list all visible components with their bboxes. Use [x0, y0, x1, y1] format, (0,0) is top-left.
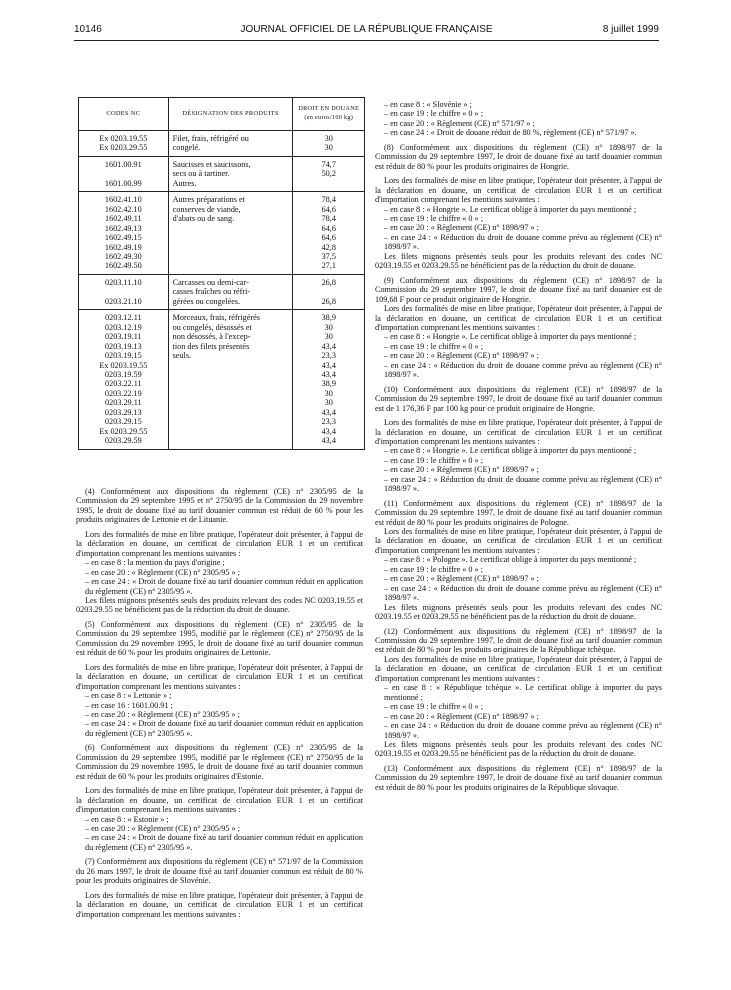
cell-line: 1602.41.10: [104, 195, 142, 205]
cell-line: 23,3: [321, 351, 336, 361]
list-item: – en case 24 : « Droit de douane réduit de 80 %, règlement (CE) n° 571/97 ».: [384, 128, 637, 138]
cell-line: [83, 287, 164, 296]
list-item: – en case 24 : « Droit de douane fixé au tarif douanier commun réduit en application du règlement (CE) n° 2305/95 ».: [85, 577, 363, 596]
cell-line: Autres.: [172, 178, 197, 188]
cell-line: 43,4: [321, 360, 336, 370]
cell-line: 0203.19.11: [105, 332, 142, 342]
table-body: [79, 131, 365, 450]
list-item: – en case 20 : « Règlement (CE) n° 2305/95 » ;: [85, 709, 240, 719]
cell-line: [297, 287, 360, 296]
cell-line: 0203.12.19: [104, 322, 142, 332]
paragraph: Lors des formalités de mise en libre pratique, l'opérateur doit présenter, à l'appui de la déclaration en douane, un certificat de circulation EUR 1 et un certificat d'importation comprenant les mentions suivantes :: [375, 654, 662, 683]
cell-line: 0203.29.15: [104, 417, 142, 427]
table-row: [79, 156, 365, 191]
paragraph: (5) Conformément aux dispositions du règlement (CE) n° 2305/95 de la Commission du 29 septembre 1995, modifié par le règlement (CE) n° 2750/95 de la Commission du 29 novembre 1995, le droit de douane fixé au tarif douanier commun est réduit de 60 % pour les produits originaires de Lettonie.: [76, 619, 363, 658]
cell-line: Autres préparations et: [172, 195, 245, 205]
cell-line: 26,8: [321, 277, 336, 287]
cell-line: 0203.29.13: [104, 407, 142, 417]
list-item: – en case 20 : « Règlement (CE) n° 1898/97 » ;: [384, 465, 539, 475]
list-item: – en case 8 : « Hongrie ». Le certificat oblige à importer du pays mentionné ;: [384, 446, 637, 456]
journal-title: JOURNAL OFFICIEL DE LA RÉPUBLIQUE FRANÇAISE: [240, 24, 493, 35]
cell-line: 37,5: [321, 251, 336, 261]
cell-line: 30: [324, 398, 333, 408]
cell-line: 30: [324, 322, 333, 332]
paragraph: Lors des formalités de mise en libre pratique, l'opérateur doit présenter, à l'appui de la déclaration en douane, un certificat de circulation EUR 1 et un certificat d'importation comprenant les mentions suivantes :: [76, 786, 363, 815]
header-duty-unit: (en euros/100 kg): [304, 114, 354, 121]
cell-line: conserves de viande,: [172, 204, 241, 214]
paragraph: Lors des formalités de mise en libre pratique, l'opérateur doit présenter, à l'appui de la déclaration en douane, un certificat de circulation EUR 1 et un certificat d'importation comprenant les mentions suivantes :: [76, 662, 363, 691]
right-column: [375, 100, 662, 792]
cell-line: Ex 0203.19.55: [99, 134, 148, 143]
list-item: – en case 20 : « Règlement (CE) n° 2305/95 » ;: [85, 823, 240, 833]
cell-line: Ex 0203.29.55: [99, 426, 148, 436]
cell-line: 42,8: [321, 242, 336, 252]
tariff-table: [78, 97, 365, 450]
list-item: – en case 19 : le chiffre « 0 » ;: [384, 455, 483, 465]
cell-line: seuls.: [172, 351, 192, 361]
list-item: – en case 20 : « Règlement (CE) n° 1898/97 » ;: [384, 223, 539, 233]
cell-line: 38,9: [321, 379, 336, 389]
cell-line: 0203.19.59: [104, 369, 142, 379]
cell-codes: [79, 310, 169, 449]
cell-line: 30: [324, 134, 333, 143]
cell-line: 78,4: [321, 195, 336, 205]
list-item: – en case 24 : « Réduction du droit de douane comme prévu au règlement (CE) n° 1898/97 ».: [384, 583, 662, 603]
cell-line: 1602.49.19: [104, 242, 142, 252]
list-item: – en case 24 : « Réduction du droit de douane comme prévu au règlement (CE) n° 1898/97 ».: [384, 474, 662, 494]
cell-line: 0203.19.13: [104, 341, 142, 351]
cell-line: 78,4: [321, 214, 336, 224]
list-item: – en case 20 : « Règlement (CE) n° 1898/97 » ;: [384, 711, 539, 721]
cell-line: Ex 0203.19.55: [99, 360, 148, 370]
header-duty-label: DROIT EN DOUANE: [298, 104, 360, 112]
list-item: – en case 19 : le chiffre « 0 » ;: [384, 341, 483, 351]
list-item: – en case 8 : « République tchèque ». Le certificat oblige à importer du pays mentionné ;: [384, 683, 662, 702]
cell-line: 30: [324, 143, 333, 153]
paragraph: (12) Conformément aux dispositions du règlement (CE) n° 1898/97 de la Commission du 29 septembre 1997, le droit de douane fixé au tarif douanier commun est réduit de 80 % pour les produits originaires de la République tchèque.: [375, 626, 662, 655]
paragraph: (11) Conformément aux dispositions du règlement (CE) n° 1898/97 de la Commission du 29 septembre 1997, le droit de douane fixé au tarif douanier commun est réduit de 80 % pour les produits originaires de Pologne.: [375, 498, 662, 527]
cell-designation: [168, 131, 293, 157]
list-item: – en case 19 : le chiffre « 0 » ;: [384, 564, 483, 574]
list-item: – en case 8 : « Hongrie ». Le certificat oblige à importer du pays mentionné ;: [384, 332, 637, 342]
cell-duty: [293, 310, 365, 449]
cell-duty: [293, 156, 365, 191]
cell-line: 30: [324, 388, 333, 398]
cell-line: 43,4: [321, 369, 336, 379]
header-designation: DÉSIGNATION DES PRODUITS: [168, 98, 293, 131]
paragraph: Lors des formalités de mise en libre pratique, l'opérateur doit présenter, à l'appui de la déclaration en douane, un certificat de circulation EUR 1 et un certificat d'importation comprenant les mentions suivantes :: [76, 529, 363, 558]
cell-codes: [79, 156, 169, 191]
cell-line: casses fraîches ou réfri-: [172, 287, 251, 297]
list-item: – en case 20 : « Règlement (CE) n° 1898/97 » ;: [384, 351, 539, 361]
cell-line: 0203.11.10: [105, 277, 142, 287]
cell-line: congelé.: [172, 143, 201, 153]
cell-duty: [293, 131, 365, 157]
cell-line: ou congelés, désossés et: [172, 322, 252, 332]
cell-line: secs ou à tartiner.: [172, 169, 230, 179]
paragraph: Lors des formalités de mise en libre pratique, l'opérateur doit présenter, à l'appui de la déclaration en douane, un certificat de circulation EUR 1 et un certificat d'importation comprenant les mentions suivantes :: [375, 527, 662, 555]
list-item: – en case 24 : « Droit de douane fixé au tarif douanier commun réduit en application du règlement (CE) n° 2305/95 ».: [85, 719, 363, 738]
header-codes: CODES NC: [79, 98, 169, 131]
cell-line: 26,8: [321, 296, 336, 306]
cell-line: tion des filets présentés: [172, 341, 250, 351]
issue-date: 8 juillet 1999: [602, 24, 659, 35]
cell-line: Ex 0203.29.55: [99, 143, 148, 153]
cell-line: 0203.21.10: [104, 296, 142, 306]
cell-line: 23,3: [321, 417, 336, 427]
list-item: – en case 19 : le chiffre « 0 » ;: [384, 702, 483, 712]
cell-line: 0203.22.19: [104, 388, 142, 398]
list-item: – en case 24 : « Réduction du droit de douane comme prévu au règlement (CE) n° 1898/97 ».: [384, 232, 662, 252]
header-duty: [293, 98, 365, 131]
paragraph: (6) Conformément aux dispositions du règlement (CE) n° 2305/95 de la Commission du 29 septembre 1995, modifié par le règlement (CE) n° 2750/95 de la Commission du 29 novembre 1995, le droit de douane fixé au tarif douanier commun est réduit de 60 % pour les produits originaires d'Estonie.: [76, 743, 363, 781]
cell-codes: [79, 274, 169, 309]
list-item: – en case 24 : « Réduction du droit de douane comme prévu au règlement (CE) n° 1898/97 ».: [384, 721, 662, 740]
paragraph: (10) Conformément aux dispositions du règlement (CE) n° 1898/97 de la Commission du 29 septembre 1997, le droit de douane fixé au tarif douanier commun est de 1 176,36 F par 100 kg pour ce produit originaire de Hongrie.: [375, 384, 662, 413]
cell-line: 1602.49.50: [104, 261, 142, 271]
paragraph: Les filets mignons présentés seuls pour les produits relevant des codes NC 0203.19.55 et 0203.29.55 ne bénéficient pas de la réduction du droit de douane.: [375, 740, 662, 759]
paragraph: (8) Conformément aux dispositions du règlement (CE) n° 1898/97 de la Commission du 29 septembre 1997, le droit de douane fixé au tarif douanier commun est réduit de 80 % pour les produits originaires de Hongrie.: [375, 142, 662, 171]
cell-line: 0203.12.11: [105, 313, 142, 323]
list-item: – en case 8 : « Pologne ». Le certificat oblige à importer du pays mentionné ;: [384, 555, 637, 565]
cell-line: 1602.49.11: [105, 214, 142, 224]
paragraph: Lors des formalités de mise en libre pratique, l'opérateur doit présenter, à l'appui de la déclaration en douane, un certificat de circulation EUR 1 et un certificat d'importation comprenant les mentions suivantes :: [375, 304, 662, 332]
table-row: [79, 310, 365, 449]
left-column: [76, 482, 363, 919]
list-item: – en case 19 : le chiffre « 0 » ;: [384, 213, 483, 223]
list-item: – en case 8 : « Estonie » ;: [85, 814, 169, 824]
cell-line: 0203.29.11: [105, 398, 142, 408]
cell-line: 0203.29.59: [104, 436, 142, 446]
cell-line: 0203.22.11: [105, 379, 142, 389]
cell-line: 43,4: [321, 407, 336, 417]
table-row: [79, 274, 365, 309]
paragraph: Lors des formalités de mise en libre pratique, l'opérateur doit présenter, à l'appui de la déclaration en douane, un certificat de circulation EUR 1 et un certificat d'importation comprenant les mentions suivantes :: [76, 890, 363, 919]
cell-designation: [168, 310, 293, 449]
list-item: – en case 8 : « Hongrie ». Le certificat oblige à importer du pays mentionné ;: [384, 204, 637, 214]
cell-line: Filet, frais, réfrigéré ou: [172, 134, 249, 143]
list-item: – en case 8 : « Lettonie » ;: [85, 691, 172, 701]
paragraph: Lors des formalités de mise en libre pratique, l'opérateur doit présenter, à l'appui de la déclaration en douane, un certificat de circulation EUR 1 et un certificat d'importation comprenant les mentions suivantes :: [375, 176, 662, 205]
cell-line: 64,6: [321, 233, 336, 243]
list-item: – en case 19 : le chiffre « 0 » ;: [384, 109, 483, 119]
page-number: 10146: [74, 24, 102, 35]
cell-line: 1602.49.30: [104, 251, 142, 261]
cell-line: 1602.42.10: [104, 204, 142, 214]
cell-line: 43,4: [321, 341, 336, 351]
table-row: [79, 192, 365, 275]
cell-codes: [79, 192, 169, 275]
cell-line: 1601.00.99: [104, 178, 142, 188]
cell-line: 43,4: [321, 436, 336, 446]
cell-line: 1602.49.13: [104, 223, 142, 233]
cell-codes: [79, 131, 169, 157]
cell-line: 0203.19.15: [104, 351, 142, 361]
cell-line: 38,9: [321, 313, 336, 323]
paragraph: (9) Conformément aux dispositions du règlement (CE) n° 1898/97 de la Commission du 29 septembre 1997, le droit de douane fixé au tarif douanier est de 109,68 F pour ce produit originaire de Hongrie.: [375, 275, 662, 304]
list-item: – en case 16 : 1601.00.91 ;: [85, 700, 173, 710]
cell-line: [83, 169, 164, 178]
list-item: – en case 20 : « Règlement (CE) n° 2305/95 » ;: [85, 567, 240, 577]
paragraph: (13) Conformément aux dispositions du règlement (CE) n° 1898/97 de la Commission du 29 septembre 1997, le droit de douane fixé au tarif douanier commun est réduit de 80 % pour les produits originaires de la République slovaque.: [375, 763, 662, 792]
list-item: – en case 20 : « Règlement (CE) n° 1898/97 » ;: [384, 574, 539, 584]
cell-duty: [293, 274, 365, 309]
cell-line: 27,1: [321, 261, 336, 271]
cell-line: 64,6: [321, 204, 336, 214]
list-item: – en case 24 : « Réduction du droit de douane comme prévu au règlement (CE) n° 1898/97 ».: [384, 360, 662, 380]
cell-line: 50,2: [321, 169, 336, 179]
cell-designation: [168, 156, 293, 191]
header-rule: [74, 40, 659, 41]
list-item: – en case 24 : « Droit de douane fixé au tarif douanier commun réduit en application du règlement (CE) n° 2305/95 ».: [85, 833, 363, 852]
cell-line: Carcasses ou demi-car-: [172, 277, 249, 287]
page-header: [74, 24, 659, 40]
cell-line: Saucisses et saucissons,: [172, 159, 251, 169]
cell-designation: [168, 192, 293, 275]
cell-line: 30: [324, 332, 333, 342]
table-row: [79, 131, 365, 157]
cell-line: 1601.00.91: [104, 159, 142, 169]
cell-line: non désossés, à l'excep-: [172, 332, 251, 342]
cell-line: 64,6: [321, 223, 336, 233]
paragraph: Les filets mignons présentés seuls pour les produits relevant des codes NC 0203.19.55 et 0203.29.55 ne bénéficient pas de la réduction du droit de douane.: [375, 251, 662, 271]
paragraph: (7) Conformément aux dispositions du règlement (CE) n° 571/97 de la Commission du 26 mars 1997, le droit de douane fixé au tarif douanier commun est réduit de 80 % pour les produits originaires de Slovénie.: [76, 857, 363, 886]
list-item: – en case 8 : « Slovénie » ;: [384, 100, 472, 109]
paragraph: Les filets mignons présentés seuls pour les produits relevant des codes NC 0203.19.55 et 0203.29.55 ne bénéficient pas de la réduction du droit de douane.: [375, 602, 662, 622]
paragraph: Les filets mignons présentés seuls des produits relevant des codes NC 0203.19.55 et 0203.29.55 ne bénéficient pas de la réduction du droit de douane.: [76, 595, 363, 615]
list-item: – en case 20 : « Règlement (CE) n° 571/97 » ;: [384, 118, 535, 128]
cell-line: 43,4: [321, 426, 336, 436]
list-item: – en case 8 : la mention du pays d'origine ;: [85, 558, 225, 568]
cell-line: 1602.49.15: [104, 233, 142, 243]
table-header-row: [79, 98, 365, 131]
cell-line: d'abats ou de sang.: [172, 214, 235, 224]
cell-line: [297, 179, 360, 188]
cell-duty: [293, 192, 365, 275]
cell-line: gérées ou congelées.: [172, 296, 241, 306]
cell-line: 74,7: [321, 159, 336, 169]
paragraph: Lors des formalités de mise en libre pratique, l'opérateur doit présenter, à l'appui de la déclaration en douane, un certificat de circulation EUR 1 et un certificat d'importation comprenant les mentions suivantes :: [375, 418, 662, 446]
cell-designation: [168, 274, 293, 309]
cell-line: Morceaux, frais, réfrigérés: [172, 313, 260, 323]
paragraph: (4) Conformément aux dispositions du règlement (CE) n° 2305/95 de la Commission du 29 septembre 1995 et n° 2750/95 de la Commission du 29 novembre 1995, le droit de douane fixé au tarif douanier commun est réduit de 60 % pour les produits originaires de Lettonie et de Lituanie.: [76, 487, 363, 525]
